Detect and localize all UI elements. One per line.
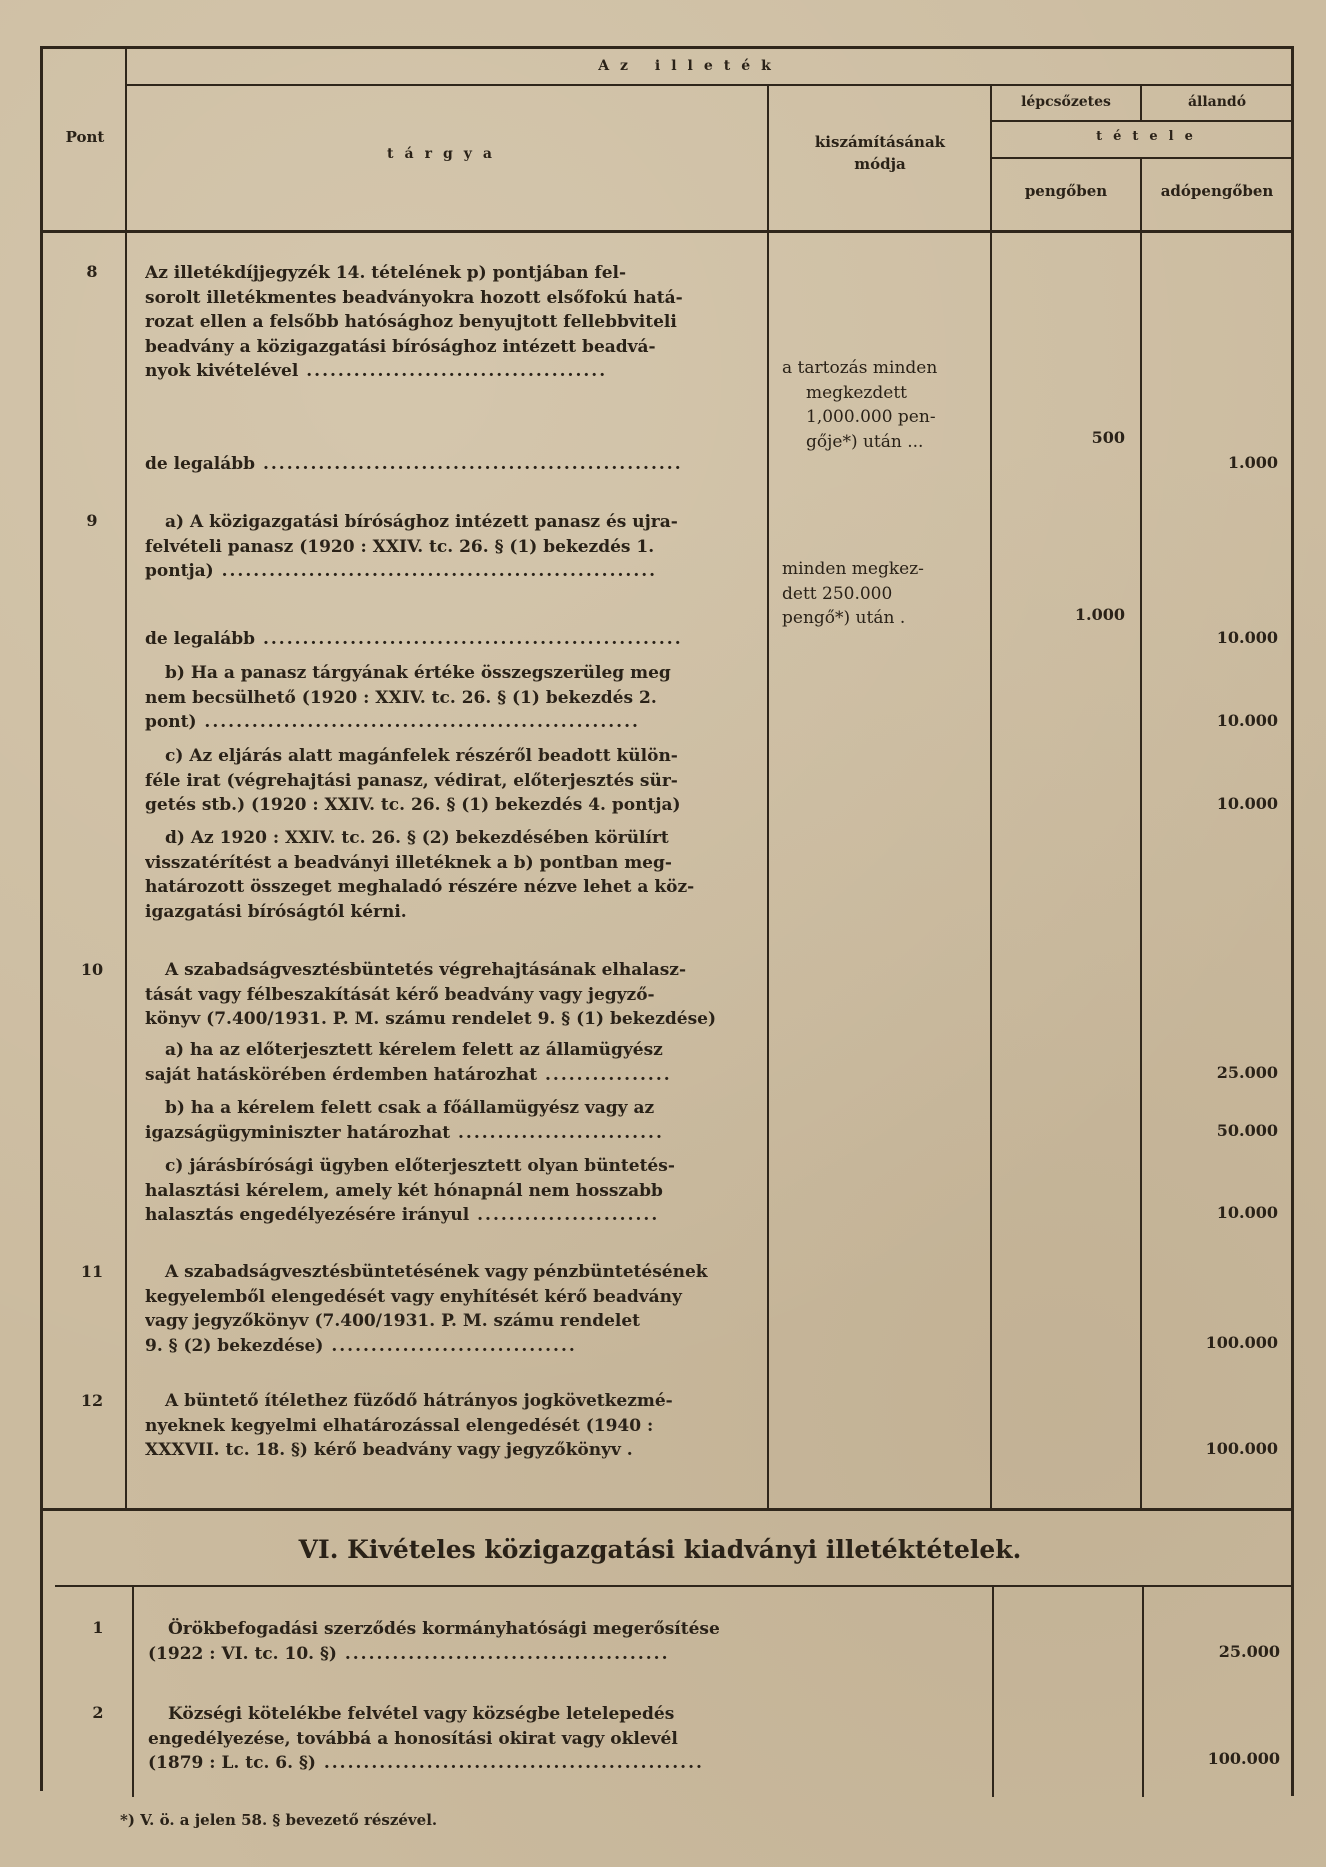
leader-dots: ......................................... xyxy=(336,1643,670,1664)
header-targya: tárgya xyxy=(387,146,503,162)
text-line: könyv (7.400/1931. P. M. számu rendelet 9. § (1) bekezdése) xyxy=(145,1009,717,1029)
header-pont: Pont xyxy=(65,128,105,146)
text-line: c) járásbírósági ügyben előterjesztett olyan büntetés- xyxy=(165,1156,675,1176)
frame-left xyxy=(40,46,43,1791)
row-9a-lep-value: 1.000 xyxy=(1074,605,1125,624)
header-adopengoben: adópengőben xyxy=(1160,182,1274,200)
row-8-lep-value: 500 xyxy=(1091,428,1125,447)
leader-dots: ....................... xyxy=(469,1205,660,1225)
text-line: pontja) xyxy=(145,561,214,581)
col-lep-divider xyxy=(1140,157,1142,1509)
row-9a-mode xyxy=(782,557,982,631)
row-10c-all-value: 10.000 xyxy=(1216,1203,1278,1222)
col-pont-divider xyxy=(125,46,127,1509)
col-lep-divider-2 xyxy=(1142,1587,1144,1797)
text-line: getés stb.) (1920 : XXIV. tc. 26. § (1) bekezdés 4. pontja) xyxy=(145,795,681,815)
text-line: saját hatáskörében érdemben határozhat xyxy=(145,1064,538,1085)
pont-8: 8 xyxy=(86,262,98,281)
row-10b-text xyxy=(145,1096,753,1145)
pont-10: 10 xyxy=(80,960,104,979)
pont-s2: 2 xyxy=(92,1703,104,1722)
text-line: A szabadságvesztésbüntetésének vagy pénzbüntetésének xyxy=(165,1262,708,1282)
section-top-line xyxy=(40,1508,1292,1511)
text-line: A büntető ítélethez füződő hátrányos jogkövetkezmé- xyxy=(165,1391,673,1411)
text-line: (1879 : L. tc. 6. §) xyxy=(148,1753,316,1773)
text-line: Örökbefogadási szerződés kormányhatósági megerősítése xyxy=(168,1619,720,1639)
leader-dots: ..................................................... xyxy=(255,454,683,474)
row-s2-text xyxy=(148,1702,760,1776)
text-line: a) A közigazgatási bírósághoz intézett panasz és ujra- xyxy=(165,512,678,532)
row-10-text xyxy=(145,958,753,1032)
header-allando: állandó xyxy=(1187,94,1247,110)
row-11-all-value: 100.000 xyxy=(1205,1333,1278,1352)
text-line: felvételi panasz (1920 : XXIV. tc. 26. § (1) bekezdés 1. xyxy=(145,536,655,557)
header-modja: módja xyxy=(854,155,906,173)
leader-dots: .......................... xyxy=(450,1122,664,1143)
text-line: igazgatási bíróságtól kérni. xyxy=(145,901,407,922)
text-line: nem becsülhető (1920 : XXIV. tc. 26. § (1) bekezdés 2. xyxy=(145,687,657,708)
header-az-illetek: Az illeték xyxy=(598,58,782,74)
text-line: A szabadságvesztésbüntetés végrehajtásának elhalasz- xyxy=(165,960,687,980)
row-9d-text xyxy=(145,826,753,924)
text-line: b) ha a kérelem felett csak a főállamügyész vagy az xyxy=(165,1098,655,1118)
row-s2-all-value: 100.000 xyxy=(1207,1749,1280,1768)
text-line: féle irat (végrehajtási panasz, védirat, előterjesztés sür- xyxy=(145,770,678,791)
illetek-under-line xyxy=(125,84,1292,86)
text-line: visszatérítést a beadványi illetéknek a b) pontban meg- xyxy=(145,852,672,873)
row-9a-legalabb xyxy=(145,627,683,651)
pont-9: 9 xyxy=(86,511,98,530)
mode-line: a tartozás minden xyxy=(782,358,938,378)
mode-line: megkezdett xyxy=(806,382,907,403)
pont-11: 11 xyxy=(80,1262,104,1281)
text-line: halasztás engedélyezésére irányul xyxy=(145,1205,470,1225)
text-line: tását vagy félbeszakítását kérő beadvány vagy jegyző- xyxy=(145,984,655,1005)
col-mode-divider xyxy=(990,86,992,1509)
header-leposzetes: lépcsőzetes xyxy=(1021,94,1111,110)
text-line: engedélyezése, továbbá a honosítási okirat vagy oklevél xyxy=(148,1728,678,1749)
text-line: kegyelemből elengedését vagy enyhítését kérő beadvány xyxy=(145,1286,682,1307)
text-line: c) Az eljárás alatt magánfelek részéről beadott külön- xyxy=(165,746,678,766)
text-line: pont) xyxy=(145,712,197,732)
mode-line: dett 250.000 xyxy=(782,583,893,604)
legalabb-label: de legalább xyxy=(145,454,256,474)
row-10c-text xyxy=(145,1154,753,1228)
leader-dots: ....................................................... xyxy=(213,561,658,581)
section-title: VI. Kivételes közigazgatási kiadványi illetéktételek. xyxy=(298,1535,1022,1564)
section-bottom-line xyxy=(55,1585,1292,1587)
text-line: vagy jegyzőkönyv (7.400/1931. P. M. számu rendelet xyxy=(145,1311,641,1331)
row-9c-text xyxy=(145,744,753,818)
row-10a-text xyxy=(145,1038,753,1087)
header-tetele: tétele xyxy=(1096,129,1204,144)
frame-top xyxy=(40,46,1292,49)
legalabb-label: de legalább xyxy=(145,629,256,649)
row-12-all-value: 100.000 xyxy=(1205,1439,1278,1458)
row-9b-all-value: 10.000 xyxy=(1216,711,1278,730)
text-line: Községi kötelékbe felvétel vagy községbe letelepedés xyxy=(168,1704,675,1724)
text-line: d) Az 1920 : XXIV. tc. 26. § (2) bekezdésében körülírt xyxy=(165,828,669,848)
col-targya-divider xyxy=(767,86,769,1509)
text-line: igazságügyminiszter határozhat xyxy=(145,1122,451,1143)
mode-line: minden megkez- xyxy=(782,559,924,579)
text-line: Az illetékdíjjegyzék 14. tételének p) pontjában fel- xyxy=(145,263,627,283)
text-line: halasztási kérelem, amely két hónapnál nem hosszabb xyxy=(145,1180,663,1201)
col-mode-divider-2 xyxy=(992,1587,994,1797)
text-line: rozat ellen a felsőbb hatósághoz benyujtott fellebbviteli xyxy=(145,312,677,332)
row-8-text xyxy=(145,261,753,384)
text-line: b) Ha a panasz tárgyának értéke összegszerüleg meg xyxy=(165,663,671,683)
row-9a-text xyxy=(145,510,753,584)
text-line: sorolt illetékmentes beadványokra hozott elsőfokú hatá- xyxy=(145,287,683,308)
row-8-all-value: 1.000 xyxy=(1227,453,1278,472)
row-9c-all-value: 10.000 xyxy=(1216,794,1278,813)
text-line: (1922 : VI. tc. 10. §) xyxy=(148,1643,337,1664)
header-kiszamitas: kiszámításának xyxy=(814,133,946,151)
row-9b-text xyxy=(145,661,753,735)
text-line: beadvány a közigazgatási bírósághoz intézett beadvá- xyxy=(145,336,656,357)
col-targya-divider-2 xyxy=(132,1587,134,1797)
row-10a-all-value: 25.000 xyxy=(1216,1063,1278,1082)
row-9a-all-value: 10.000 xyxy=(1216,628,1278,647)
leader-dots: ................ xyxy=(537,1064,672,1085)
leader-dots: ....................................................... xyxy=(196,712,640,732)
text-line: nyok kivételével xyxy=(145,361,299,381)
footnote: *) V. ö. a jelen 58. § bevezető részével. xyxy=(120,1811,438,1829)
text-line: határozott összeget meghaladó részére nézve lehet a köz- xyxy=(145,877,695,897)
mode-line: 1,000.000 pen- xyxy=(806,407,936,427)
text-line: a) ha az előterjesztett kérelem felett az államügyész xyxy=(165,1040,663,1060)
frame-right xyxy=(1291,46,1294,1796)
pont-s1: 1 xyxy=(92,1618,104,1637)
mode-line: gője*) után ... xyxy=(806,431,924,452)
text-line: 9. § (2) bekezdése) xyxy=(145,1335,324,1356)
mode-line: pengő*) után . xyxy=(782,608,906,628)
row-s1-all-value: 25.000 xyxy=(1218,1642,1280,1661)
row-8-mode xyxy=(782,356,982,454)
leader-dots: ................................................ xyxy=(315,1753,704,1773)
leader-dots: ............................... xyxy=(323,1335,577,1356)
pont-12: 12 xyxy=(80,1391,104,1410)
row-s1-text xyxy=(148,1617,760,1666)
row-11-text xyxy=(145,1260,753,1358)
header-bottom-line xyxy=(40,230,1292,233)
leader-dots: ...................................... xyxy=(298,361,608,381)
text-line: XXXVII. tc. 18. §) kérő beadvány vagy jegyzőkönyv . xyxy=(145,1440,633,1460)
text-line: nyeknek kegyelmi elhatározással elengedését (1940 : xyxy=(145,1415,654,1436)
row-12-text xyxy=(145,1389,753,1463)
row-8-legalabb xyxy=(145,452,683,476)
header-pengoben: pengőben xyxy=(1024,182,1108,200)
row-10b-all-value: 50.000 xyxy=(1216,1121,1278,1140)
leader-dots: ..................................................... xyxy=(255,629,683,649)
